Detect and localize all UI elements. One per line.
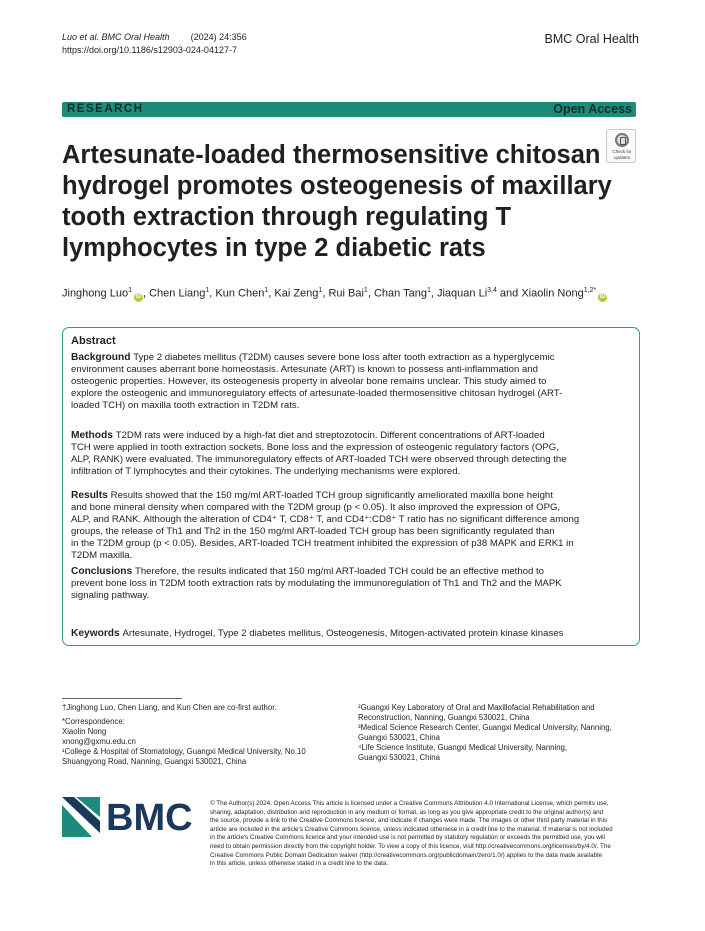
footnote-line: ³Medical Science Research Center, Guangxi Medical University, Nanning, (358, 723, 612, 732)
abstract-box (62, 327, 640, 646)
license-line: in the article's Creative Commons licence and your intended use is not permitted by statutory regulation or exceeds the permitted use, you will (210, 834, 605, 842)
author-separator: , (209, 287, 216, 300)
license-line: sharing, adaptation, distribution and reproduction in any medium or format, as long as you give appropriate credit to the original author(s) and (210, 808, 604, 816)
citation-authors: Luo et al. BMC Oral Health (62, 32, 170, 42)
abstract-section-background (71, 352, 627, 412)
running-header (62, 31, 247, 57)
license-statement (210, 800, 644, 869)
author-separator: , (142, 287, 150, 300)
crossmark-icon (615, 133, 629, 147)
abstract-line: environment causes aberrant bone homeostasis. Artesunate (ART) is known to possess anti-inflammation and (71, 363, 538, 375)
footnote-line: †Jinghong Luo, Chen Liang, and Kun Chen are co-first author. (62, 703, 277, 712)
footnote-line: ⁴Life Science Institute, Guangxi Medical University, Nanning, (358, 743, 568, 752)
abstract-line: osteogenic properties. However, its osteogenesis property in alveolar bone remains unclear. This study aimed to (71, 375, 547, 387)
abstract-section-conclusions (71, 566, 627, 602)
article-title (62, 140, 612, 264)
abstract-heading: Abstract (71, 335, 116, 347)
license-line: need to obtain permission directly from the copyright holder. To view a copy of this licence, visit http://creativecommons.org/licenses/by/4.0/. The (210, 842, 611, 850)
author-name[interactable]: Kun Chen (215, 287, 265, 300)
abstract-line: Background Type 2 diabetes mellitus (T2DM) causes severe bone loss after tooth extraction as a hyperglycemic (71, 352, 555, 363)
author-affiliation-marker: 1 (363, 287, 368, 294)
footnotes-right (358, 703, 612, 763)
footnote-line[interactable]: xnong@gxmu.edu.cn (62, 737, 136, 746)
abstract-line: and bone mineral density when compared with the T2DM group (p < 0.05). It also improved the expression of OPG, (71, 501, 561, 513)
abstract-section-methods (71, 430, 627, 478)
bmc-logo-text: BMC (106, 797, 193, 839)
author-separator: , (322, 287, 329, 300)
abstract-section-heading: Keywords (71, 628, 123, 639)
author-affiliation-marker: 1 (205, 287, 210, 294)
orcid-icon[interactable]: iD (599, 293, 606, 300)
author-separator: , (367, 287, 374, 300)
footnote-line: Reconstruction, Nanning, Guangxi 530021, China (358, 713, 530, 722)
author-name[interactable]: Chan Tang (373, 287, 427, 300)
license-line: in this article, unless otherwise stated in a credit line to the data. (210, 860, 389, 868)
bmc-logo-icon (62, 797, 104, 837)
author-name[interactable]: Kai Zeng (274, 287, 319, 300)
check-for-updates-text: Check for updates (612, 149, 632, 160)
author-list (62, 287, 652, 302)
footnote-line: Shuangyong Road, Nanning, Guangxi 530021, China (62, 757, 247, 766)
article-type-band (62, 102, 636, 117)
author-name[interactable]: Jiaquan Li (436, 287, 488, 300)
license-line: © The Author(s) 2024. Open Access This article is licensed under a Creative Commons Attribution 4.0 International License, which permits use, (210, 800, 609, 807)
abstract-section-heading: Results (71, 490, 111, 501)
doi-link[interactable]: https://doi.org/10.1186/s12903-024-04127-7 (62, 45, 237, 55)
footnotes-left (62, 703, 306, 767)
author-separator: and (496, 287, 522, 300)
open-access-label: Open Access (553, 102, 632, 116)
abstract-section-heading: Background (71, 352, 134, 363)
author-name[interactable]: Xiaolin Nong (521, 287, 584, 300)
author-name[interactable]: Rui Bai (328, 287, 364, 300)
abstract-line: Methods T2DM rats were induced by a high-fat diet and streptozotocin. Different concentrations of ART-loaded (71, 430, 545, 441)
author-affiliation-marker: 1,2* (583, 287, 597, 294)
abstract-line: T2DM maxilla. (71, 549, 133, 561)
author-separator: , (430, 287, 437, 300)
abstract-line: Conclusions Therefore, the results indicated that 150 mg/ml ART-loaded TCH could be an effective method to (71, 566, 544, 577)
author-affiliation-marker: 3,4 (487, 287, 497, 294)
article-type-label: RESEARCH (67, 103, 144, 115)
footnote-line: Xiaolin Nong (62, 727, 107, 736)
footnote-line: Guangxi 530021, China (358, 733, 440, 742)
footnote-line: *Correspondence: (62, 717, 125, 726)
footnote-rule (62, 698, 182, 699)
abstract-line: Results Results showed that the 150 mg/ml ART-loaded TCH group significantly ameliorated maxilla bone height (71, 490, 553, 501)
abstract-section-results (71, 490, 627, 561)
author-affiliation-marker: 1 (318, 287, 323, 294)
abstract-line: ALP, RANK) were evaluated. The immunoregulatory effects of ART-loaded TCH were observed through detecting the (71, 453, 567, 465)
abstract-line: in the T2DM group (p < 0.05). Besides, ART-loaded TCH treatment inhibited the expression of p38 MAPK and ERK1 in (71, 537, 574, 549)
footnote-line: ¹College & Hospital of Stomatology, Guangxi Medical University, No.10 (62, 747, 306, 756)
abstract-line: Keywords Artesunate, Hydrogel, Type 2 diabetes mellitus, Osteogenesis, Mitogen-activated protein kinase kinases (71, 628, 564, 639)
title-line: hydrogel promotes osteogenesis of maxillary (62, 172, 612, 200)
citation-year-volume: (2024) 24:356 (190, 32, 247, 42)
journal-name: BMC Oral Health (544, 32, 639, 46)
license-line: article are included in the article's Creative Commons licence, unless indicated otherwise in a credit line to the material. If material is not included (210, 825, 613, 833)
abstract-line: infiltration of T lymphocytes and their cytokines. The underlying mechanisms were explored. (71, 465, 461, 477)
abstract-line: explore the osteogenic and immunoregulatory effects of artesunate-loaded thermosensitive chitosan hydrogel (ART- (71, 387, 563, 399)
author-name[interactable]: Jinghong Luo (62, 287, 129, 300)
title-line: lymphocytes in type 2 diabetic rats (62, 234, 486, 262)
abstract-section-heading: Conclusions (71, 566, 135, 577)
abstract-line: TCH were applied in tooth extraction sockets. Bone loss and the expression of osteogenic regulatory factors (OPG, (71, 441, 559, 453)
license-line: Creative Commons Public Domain Dedication waiver (http://creativecommons.org/publicdomain/zero/1.0/) applies to the data made available (210, 851, 602, 859)
title-line: Artesunate-loaded thermosensitive chitosan (62, 141, 601, 169)
abstract-line: loaded TCH) on maxilla tooth extraction in T2DM rats. (71, 399, 300, 411)
abstract-line: signaling pathway. (71, 589, 150, 601)
orcid-icon[interactable]: iD (135, 293, 142, 300)
bmc-logo (62, 797, 192, 837)
author-affiliation-marker: 1 (264, 287, 269, 294)
author-name[interactable]: Chen Liang (149, 287, 206, 300)
abstract-line: ALP, and RANK. Although the alteration of CD4⁺ T, CD8⁺ T, and CD4⁺:CD8⁺ T ratio has no significant difference among (71, 513, 580, 525)
abstract-line: groups, the release of Th1 and Th2 in the 150 mg/ml ART-loaded TCH group has been significantly regulated than (71, 525, 555, 537)
abstract-section-keywords (71, 628, 627, 640)
author-affiliation-marker: 1 (128, 287, 132, 294)
abstract-line: prevent bone loss in T2DM tooth extraction rats by modulating the immunoregulation of Th1 and Th2 and the MAPK (71, 577, 562, 589)
abstract-section-heading: Methods (71, 430, 116, 441)
license-line: the source, provide a link to the Creative Commons licence, and indicate if changes were made. The images or other third party material in this (210, 817, 608, 825)
title-line: tooth extraction through regulating T (62, 203, 512, 231)
author-separator: , (268, 287, 275, 300)
check-for-updates-badge[interactable] (606, 129, 636, 163)
footnote-line: ²Guangxi Key Laboratory of Oral and Maxillofacial Rehabilitation and (358, 703, 595, 712)
footnote-line: Guangxi 530021, China (358, 753, 440, 762)
citation-line (62, 31, 247, 44)
author-affiliation-marker: 1 (426, 287, 431, 294)
